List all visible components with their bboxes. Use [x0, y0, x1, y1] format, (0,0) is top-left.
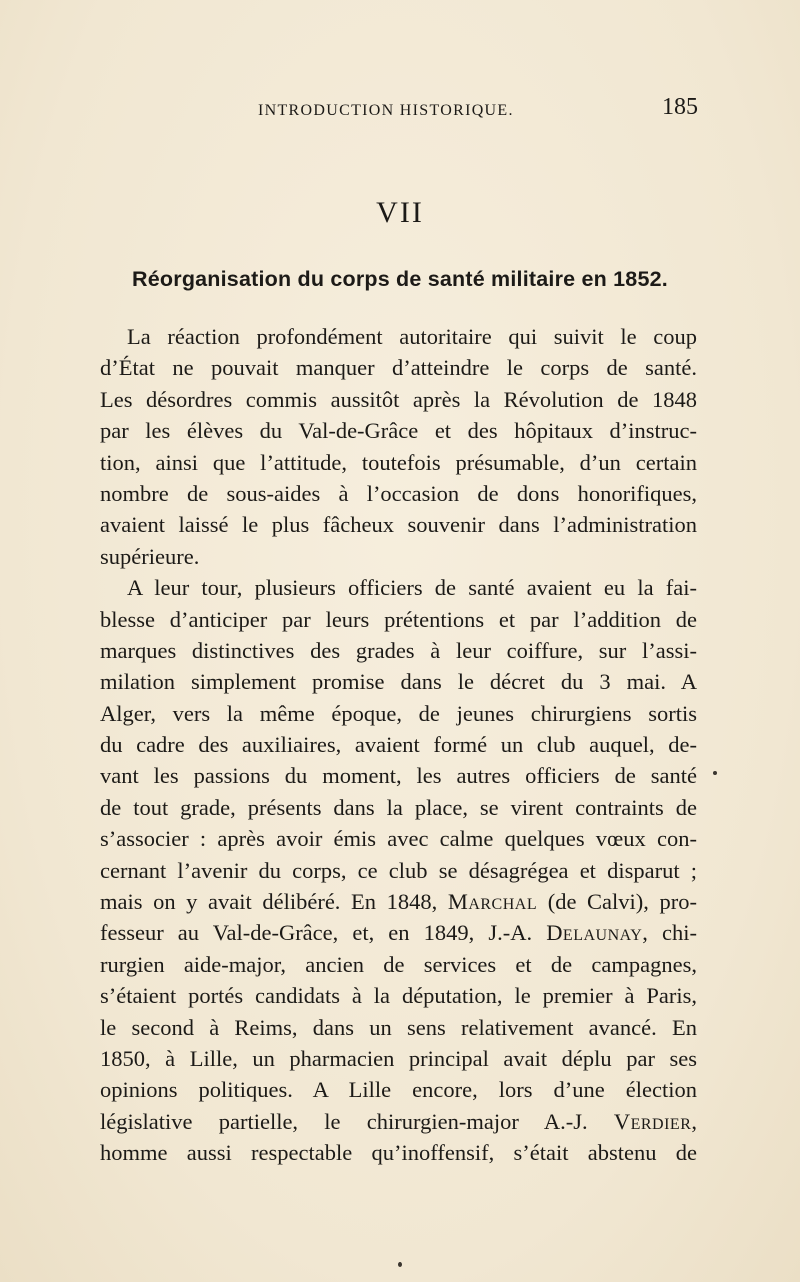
page-number: 185 — [662, 94, 698, 120]
author-name: Verdier — [613, 1108, 692, 1134]
text-segment: , chi- — [642, 920, 697, 946]
text-line: avaient laissé le plus fâcheux souvenir dans l’administration — [100, 512, 697, 538]
text-line: A leur tour, plusieurs officiers de santé avaient eu la fai- — [127, 575, 697, 601]
text-line: marques distinctives des grades à leur coiffure, sur l’assi- — [100, 637, 697, 663]
text-line: par les élèves du Val-de-Grâce et des hôpitaux d’instruc- — [100, 418, 697, 444]
author-name: Delaunay — [546, 920, 643, 946]
text-line: La réaction profondément autoritaire qui suivit le coup — [127, 324, 697, 349]
ink-speck — [713, 771, 717, 775]
text-line: supérieure. — [100, 543, 200, 569]
text-segment: législative partielle, le chirurgien-major A.-J. — [100, 1108, 614, 1134]
text-line — [100, 1106, 697, 1137]
text-line: Alger, vers la même époque, de jeunes chirurgiens sortis — [100, 700, 697, 726]
text-line: du cadre des auxiliaires, avaient formé un club auquel, de- — [100, 732, 697, 758]
text-line: de tout grade, présents dans la place, se virent contraints de — [100, 794, 697, 820]
text-segment: mais on y avait délibéré. En 1848, — [100, 889, 448, 915]
text-line: le second à Reims, dans un sens relativement avancé. En — [100, 1014, 697, 1040]
text-line: d’État ne pouvait manquer d’atteindre le corps de santé. — [100, 355, 697, 381]
running-head — [258, 94, 698, 126]
ink-speck — [398, 1262, 402, 1267]
body-text — [100, 321, 697, 1169]
text-line: s’étaient portés candidats à la députation, le premier à Paris, — [100, 983, 697, 1009]
text-segment: (de Calvi), pro- — [537, 889, 697, 915]
text-line: homme aussi respectable qu’inoffensif, s’était abstenu de — [100, 1140, 697, 1166]
text-line: vant les passions du moment, les autres officiers de santé — [100, 763, 697, 789]
text-line: cernant l’avenir du corps, ce club se désagrégea et disparut ; — [100, 857, 697, 883]
text-line: opinions politiques. A Lille encore, lors d’une élection — [100, 1077, 697, 1103]
text-line: rurgien aide-major, ancien de services et de campagnes, — [100, 951, 697, 977]
running-title: INTRODUCTION HISTORIQUE. — [258, 102, 514, 119]
text-line: blesse d’anticiper par leurs prétentions et par l’addition de — [100, 606, 697, 632]
text-line — [100, 886, 697, 917]
text-line: Les désordres commis aussitôt après la Révolution de 1848 — [100, 386, 697, 412]
text-line: 1850, à Lille, un pharmacien principal avait déplu par ses — [100, 1045, 697, 1071]
author-name: Marchal — [447, 889, 538, 915]
text-line: milation simplement promise dans le décret du 3 mai. A — [100, 669, 697, 695]
section-heading: Réorganisation du corps de santé militaire en 1852. — [132, 267, 668, 291]
text-line: nombre de sous-aides à l’occasion de dons honorifiques, — [100, 480, 697, 506]
text-line — [100, 917, 697, 948]
text-line: tion, ainsi que l’attitude, toutefois présumable, d’un certain — [100, 449, 697, 475]
text-segment: fesseur au Val-de-Grâce, et, en 1849, J.-A. — [100, 920, 547, 946]
chapter-number: VII — [376, 196, 424, 229]
text-line: s’associer : après avoir émis avec calme quelques vœux con- — [100, 826, 697, 852]
text-segment: , — [691, 1108, 697, 1134]
